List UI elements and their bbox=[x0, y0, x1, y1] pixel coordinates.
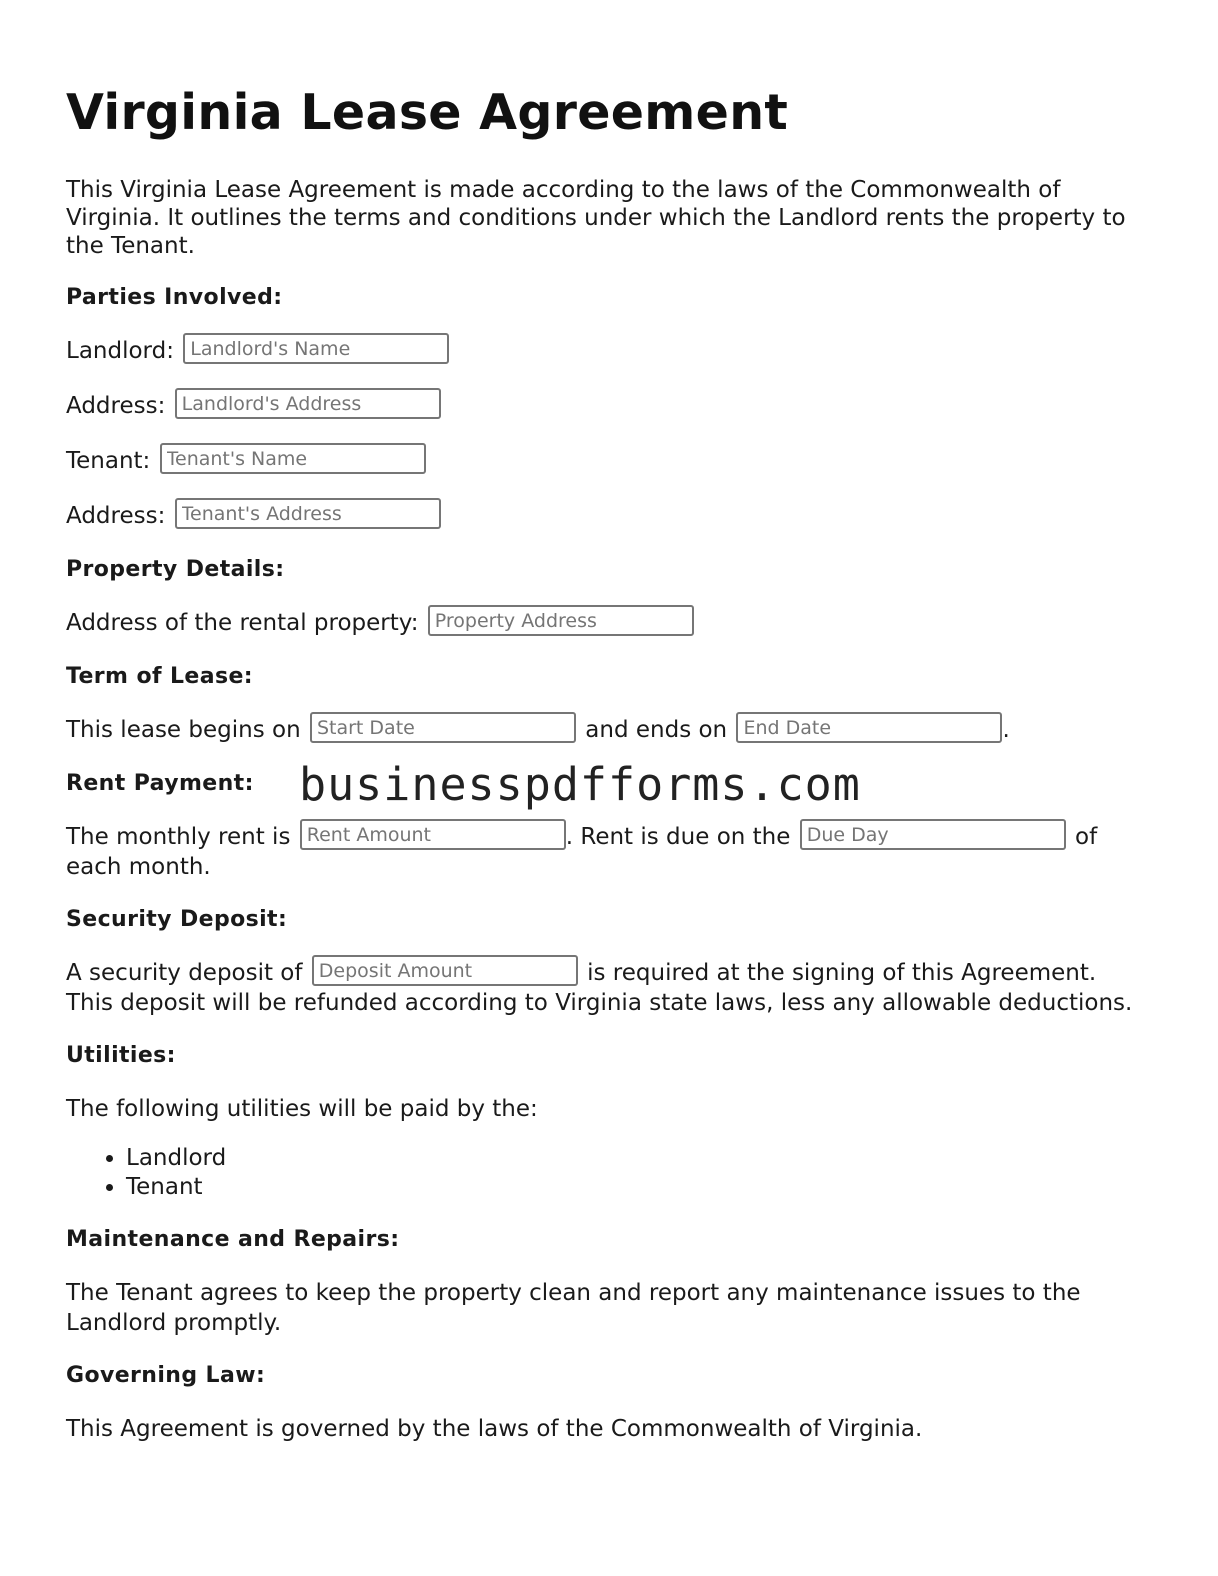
rent-tail-text: of each month. bbox=[66, 824, 1098, 880]
term-end-punct: . bbox=[1002, 717, 1010, 743]
tenant-address-row bbox=[66, 501, 1146, 532]
tenant-row bbox=[66, 446, 1146, 477]
utilities-item-landlord: • Landlord bbox=[126, 1144, 1146, 1173]
tenant-label: Tenant: bbox=[66, 448, 151, 474]
law-heading: Governing Law: bbox=[66, 1363, 266, 1388]
maintenance-heading: Maintenance and Repairs: bbox=[66, 1227, 400, 1252]
watermark: businesspdfforms.com bbox=[299, 758, 861, 811]
utilities-item-tenant: • Tenant bbox=[126, 1173, 1146, 1202]
start-date-input[interactable] bbox=[310, 712, 576, 743]
deposit-row bbox=[66, 958, 1146, 1018]
property-heading: Property Details: bbox=[66, 557, 285, 582]
property-address-input[interactable] bbox=[428, 605, 694, 636]
deposit-heading: Security Deposit: bbox=[66, 907, 288, 932]
deposit-amount-input[interactable] bbox=[312, 955, 578, 986]
landlord-address-label: Address: bbox=[66, 393, 166, 419]
maintenance-text: The Tenant agrees to keep the property clean and report any maintenance issues to the Landlord promptly. bbox=[66, 1280, 1081, 1336]
landlord-address-row bbox=[66, 391, 1146, 422]
term-ends-text: and ends on bbox=[585, 717, 728, 743]
intro-paragraph: This Virginia Lease Agreement is made according to the laws of the Commonwealth of Virginia. It outlines the terms and conditions under which the Landlord rents the property to the Tenant. bbox=[66, 177, 1126, 259]
tenant-address-label: Address: bbox=[66, 503, 166, 529]
end-date-input[interactable] bbox=[736, 712, 1002, 743]
tenant-name-input[interactable] bbox=[160, 443, 426, 474]
page-title: Virginia Lease Agreement bbox=[66, 84, 789, 141]
term-heading: Term of Lease: bbox=[66, 664, 253, 689]
landlord-address-input[interactable] bbox=[175, 388, 441, 419]
deposit-tail-text: is required at the signing of this Agreement. This deposit will be refunded according to Virginia state laws, less any allowable deductions. bbox=[66, 960, 1133, 1016]
utilities-text: The following utilities will be paid by the: bbox=[66, 1096, 538, 1122]
deposit-lead-text: A security deposit of bbox=[66, 960, 303, 986]
parties-heading: Parties Involved: bbox=[66, 285, 283, 310]
rent-row bbox=[66, 822, 1146, 882]
utilities-list bbox=[66, 1144, 1146, 1202]
law-text: This Agreement is governed by the laws of the Commonwealth of Virginia. bbox=[66, 1416, 923, 1442]
landlord-row bbox=[66, 336, 1146, 367]
rent-monthly-text: The monthly rent is bbox=[66, 824, 291, 850]
property-label: Address of the rental property: bbox=[66, 610, 419, 636]
landlord-label: Landlord: bbox=[66, 338, 174, 364]
term-begins-text: This lease begins on bbox=[66, 717, 301, 743]
landlord-name-input[interactable] bbox=[183, 333, 449, 364]
term-row bbox=[66, 715, 1146, 746]
rent-due-text: . Rent is due on the bbox=[565, 824, 791, 850]
rent-amount-input[interactable] bbox=[300, 819, 566, 850]
tenant-address-input[interactable] bbox=[175, 498, 441, 529]
utilities-heading: Utilities: bbox=[66, 1043, 176, 1068]
due-day-input[interactable] bbox=[800, 819, 1066, 850]
property-row bbox=[66, 608, 1146, 639]
rent-heading: Rent Payment: bbox=[66, 771, 254, 796]
